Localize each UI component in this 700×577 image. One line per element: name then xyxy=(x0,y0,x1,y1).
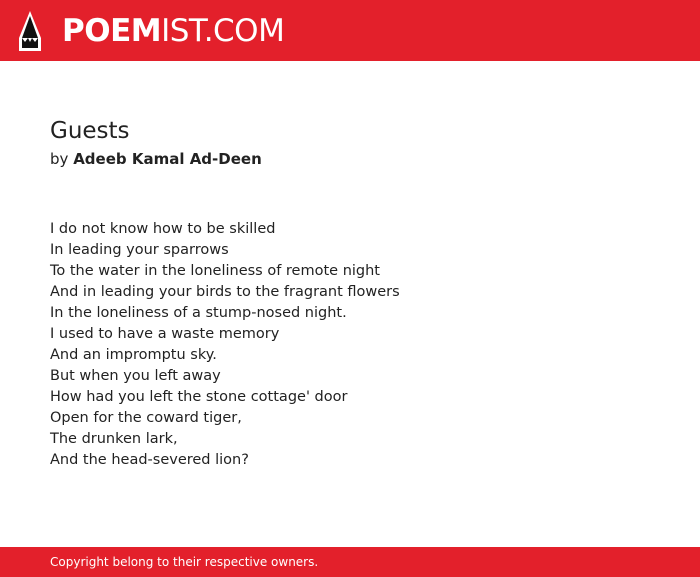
poem-line: In the loneliness of a stump-nosed night. xyxy=(50,305,347,321)
byline-prefix: by xyxy=(50,150,69,168)
poem-line: And an impromptu sky. xyxy=(50,347,217,363)
poem-line: And in leading your birds to the fragrant flowers xyxy=(50,284,400,300)
poem-line: How had you left the stone cottage' door xyxy=(50,389,348,405)
site-logo[interactable] xyxy=(62,11,284,51)
logo-text-bold: POEM xyxy=(62,13,162,49)
copyright-text: Copyright belong to their respective owners. xyxy=(50,555,319,569)
site-footer xyxy=(0,547,700,577)
poem-line: And the head-severed lion? xyxy=(50,452,249,468)
poem-line: The drunken lark, xyxy=(50,431,178,447)
poem-title: Guests xyxy=(50,118,130,144)
poem-line: I used to have a waste memory xyxy=(50,326,280,342)
poem-line: In leading your sparrows xyxy=(50,242,229,258)
poem-line: But when you left away xyxy=(50,368,221,384)
site-header xyxy=(0,0,700,61)
poem-line: Open for the coward tiger, xyxy=(50,410,242,426)
poem-line: I do not know how to be skilled xyxy=(50,221,276,237)
byline xyxy=(50,148,262,170)
pencil-logo-icon[interactable] xyxy=(17,10,43,52)
poem-line: To the water in the loneliness of remote night xyxy=(50,263,380,279)
author-name[interactable]: Adeeb Kamal Ad-Deen xyxy=(73,150,262,168)
logo-text-light: IST.COM xyxy=(161,13,285,49)
poem-body xyxy=(50,219,400,471)
